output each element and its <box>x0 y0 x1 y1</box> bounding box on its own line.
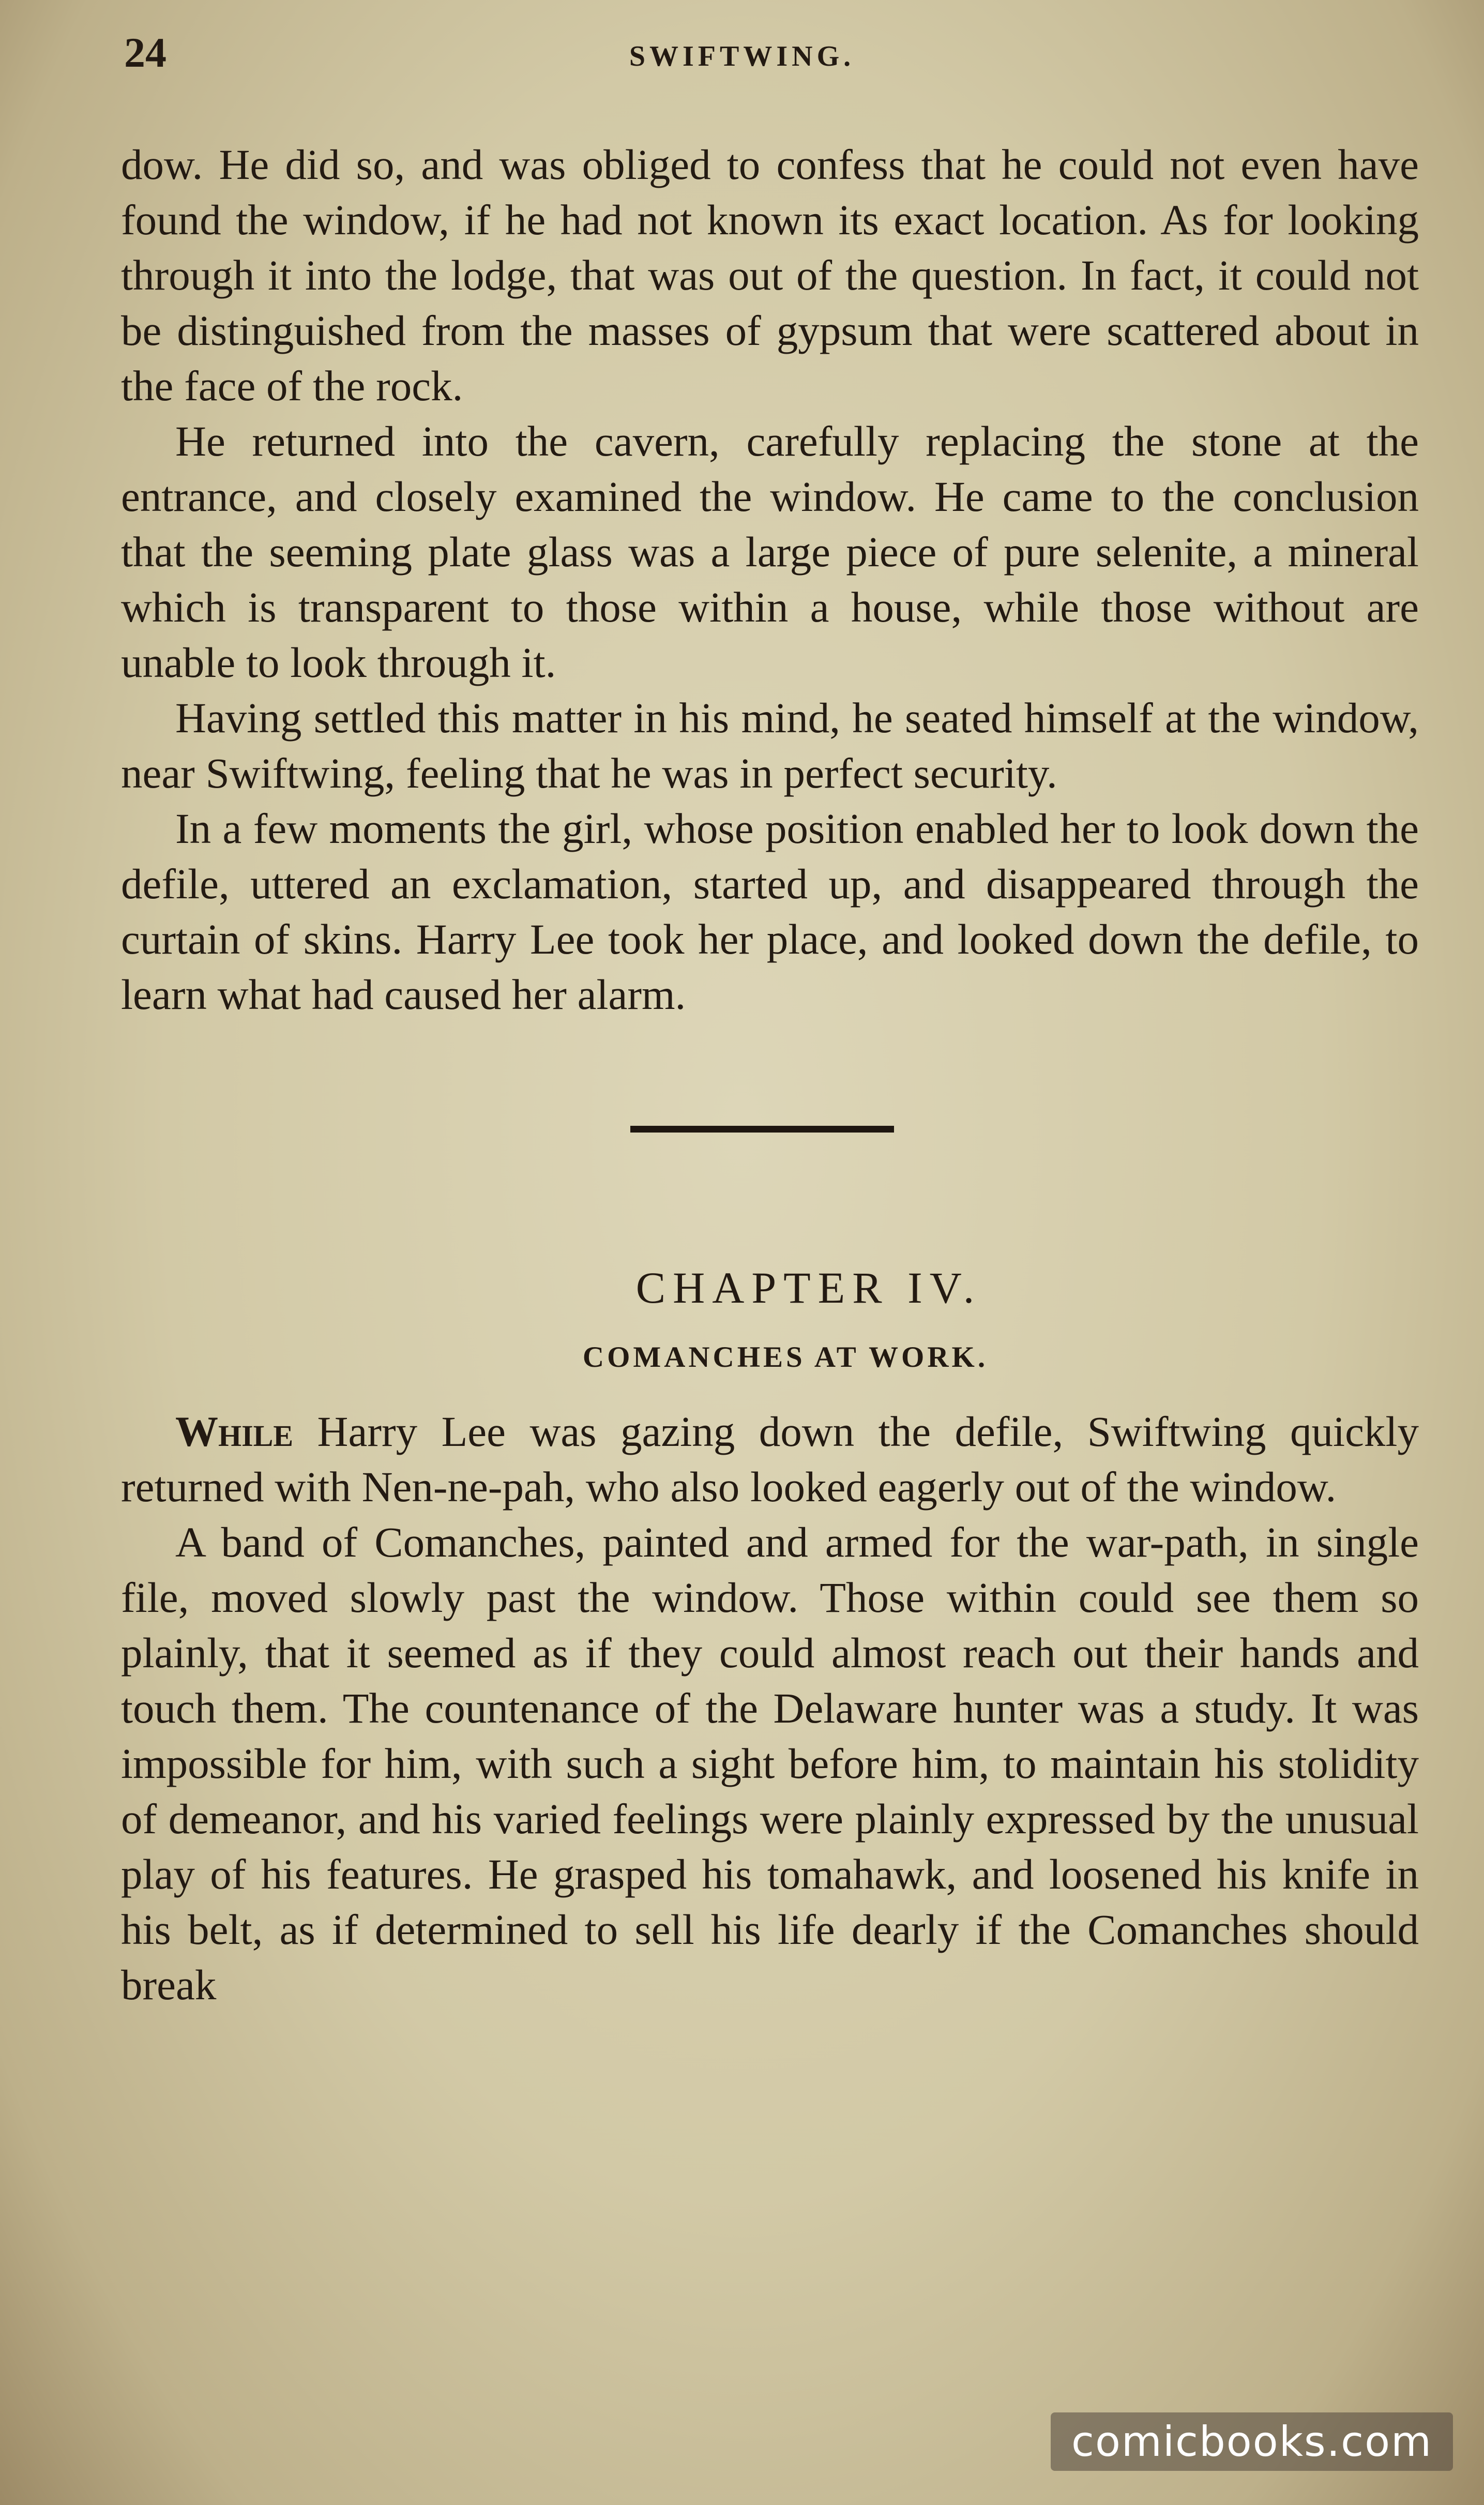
section-divider-rule <box>630 1126 894 1133</box>
chapter-subtitle: COMANCHES AT WORK. <box>582 1341 989 1374</box>
paragraph-continued: dow. He did so, and was obliged to confess that he could not even have found the window, if he had not known its exact location. As for looking through it into the lodge, that was out of the question. In fact, it could not be distinguished from the masses of gypsum that were scattered about in the face of the rock. <box>121 141 1419 410</box>
opening-word: While <box>175 1408 294 1455</box>
page-body <box>121 137 1419 2013</box>
page-header <box>0 28 1484 90</box>
page-number: 24 <box>124 29 166 76</box>
paragraph-comanches-band: A band of Comanches, painted and armed for the war-path, in single file, moved slowly past the window. Those within could see them so plainly, that it seemed as if they could almost reach out their hands and touch them. The countenance of the Delaware hunter was a study. It was impossible for him, with such a sight before him, to maintain his stolidity of demeanor, and his varied feelings were plainly expressed by the unusual play of his features. He grasped his tomahawk, and loosened his knife in his belt, as if determined to sell his life dearly if the Comanches should break <box>121 1518 1419 2009</box>
paragraph-alarm: In a few moments the girl, whose position enabled her to look down the defile, uttered an exclamation, started up, and disappeared through the curtain of skins. Harry Lee took her place, and looked down the defile, to learn what had caused her alarm. <box>121 805 1419 1018</box>
chapter-title: CHAPTER IV. <box>635 1263 982 1312</box>
paragraph-chapter-opening <box>121 1404 1419 1515</box>
paragraph-selenite: He returned into the cavern, carefully replacing the stone at the entrance, and closely examined the window. He came to the conclusion that the seeming plate glass was a large piece of pure selenite, a mineral which is transparent to those within a house, while those without are unable to look through it. <box>121 417 1419 686</box>
opening-rest: Harry Lee was gazing down the defile, Swiftwing quickly returned with Nen-ne-pah, who also looked eagerly out of the window. <box>121 1408 1419 1511</box>
paragraph-seated: Having settled this matter in his mind, he seated himself at the window, near Swiftwing, feeling that he was in perfect security. <box>121 694 1419 797</box>
site-watermark: comicbooks.com <box>1051 2412 1453 2471</box>
running-title: SWIFTWING. <box>629 40 855 72</box>
